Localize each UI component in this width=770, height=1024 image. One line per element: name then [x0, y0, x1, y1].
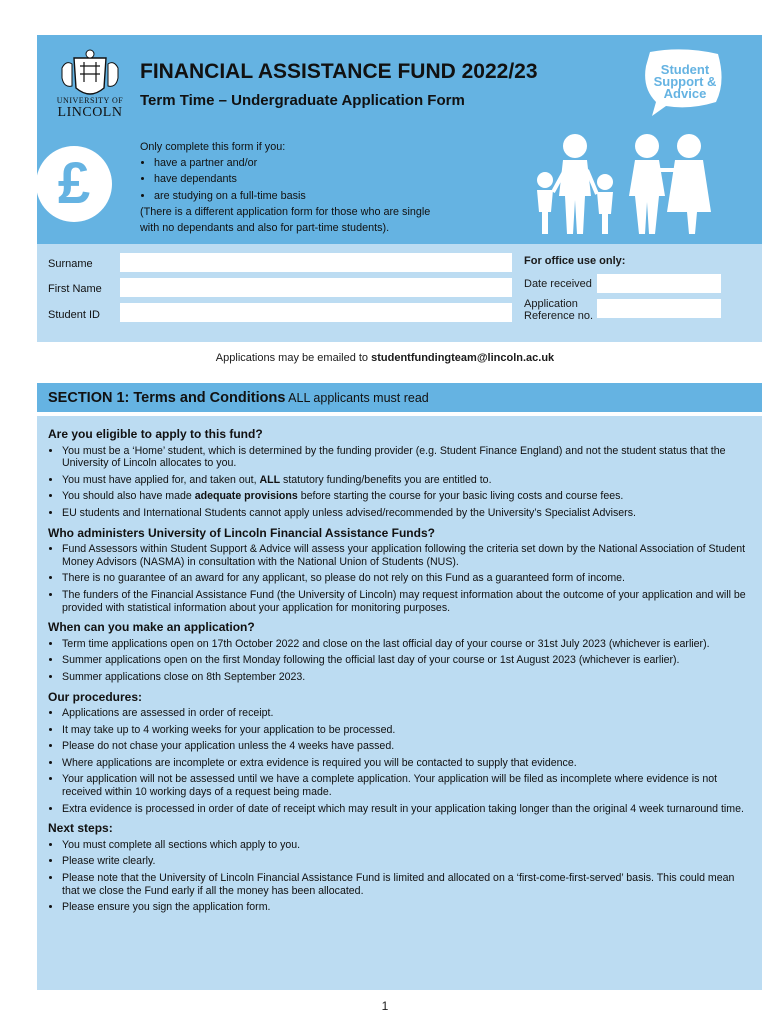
application-reference-label [524, 299, 593, 322]
intro-lead: Only complete this form if you: [140, 141, 286, 153]
list-item: • There is no guarantee of an award for any applicant, so please do not rely on this Fund as a guaranteed form of income. [62, 572, 748, 585]
surname-label: Surname [48, 258, 93, 270]
ssa-logo-line3: Advice [663, 86, 707, 101]
surname-input[interactable] [120, 253, 512, 272]
list-item: • You must complete all sections which apply to you. [62, 839, 748, 852]
university-name-large: LINCOLN [57, 105, 123, 120]
pound-icon: £ [57, 151, 91, 216]
procedures-heading: Our procedures: [48, 689, 143, 704]
email-address[interactable]: studentfundingteam@lincoln.ac.uk [371, 352, 555, 364]
text-run: before starting the course for your basic living costs and course fees. [297, 490, 624, 503]
terms-content [48, 428, 748, 921]
next-steps-heading: Next steps: [48, 821, 113, 836]
when-heading: When can you make an application? [48, 620, 255, 635]
student-support-logo [640, 48, 726, 118]
intro-note-line2: with no dependants and also for part-time students). [140, 222, 390, 235]
list-item: • Please ensure you sign the application form. [62, 901, 748, 914]
intro-item: • have a partner and/or [154, 155, 430, 171]
text-run-bold: adequate provisions [194, 490, 298, 503]
ssa-logo-line1: Student [660, 62, 710, 77]
text-run-bold: ALL [259, 473, 281, 486]
list-item: • Your application will not be assessed until we have a complete application. Your application will be filed as incomplete where evidence is not received within 10 working days of a request being made. [62, 773, 748, 798]
list-item: • You must be a ‘Home’ student, which is determined by the funding provider (e.g. Student Finance England) and not the student status that the University of Lincoln allocates to you. [62, 445, 748, 470]
first-name-input[interactable] [120, 278, 512, 297]
list-item: • Where applications are incomplete or extra evidence is required you will be contacted to supply that evidence. [62, 757, 748, 770]
section-1-title-suffix: ALL applicants must read [285, 391, 429, 405]
email-prefix: Applications may be emailed to [215, 352, 372, 364]
list-item [62, 474, 748, 487]
page-subtitle: Term Time – Undergraduate Application Form [140, 92, 465, 109]
list-item: • The funders of the Financial Assistance Fund (the University of Lincoln) may request information about the outcome of your application and will be provided with statistical information about your application for monitoring purposes. [62, 589, 748, 614]
list-item: • EU students and International Students cannot apply unless advised/recommended by the University’s Specialist Advisers. [62, 507, 748, 520]
date-received-label: Date received [524, 278, 592, 290]
list-item: • Summer applications open on the first Monday following the official last day of your course or 1st August 2023 (whichever is earlier). [62, 654, 748, 667]
who-heading: Who administers University of Lincoln Financial Assistance Funds? [48, 525, 435, 540]
page-title: FINANCIAL ASSISTANCE FUND 2022/23 [140, 60, 538, 83]
section-1-title [48, 390, 429, 406]
intro-note-line1: (There is a different application form for those who are single [140, 205, 431, 218]
list-item: • Applications are assessed in order of receipt. [62, 707, 748, 720]
eligibility-intro [140, 139, 430, 236]
list-item: • Please write clearly. [62, 855, 748, 868]
family-illustration-icon [525, 130, 735, 236]
page-number: 1 [381, 999, 389, 1013]
student-id-label: Student ID [48, 309, 100, 321]
student-id-input[interactable] [120, 303, 512, 322]
section-1-title-main: SECTION 1: Terms and Conditions [48, 390, 286, 406]
list-item: • It may take up to 4 working weeks for your application to be processed. [62, 724, 748, 737]
application-reference-input[interactable] [597, 299, 721, 318]
email-instruction [0, 352, 770, 364]
university-name-small: UNIVERSITY OF [56, 96, 124, 105]
list-item: • Term time applications open on 17th October 2022 and close on the last official day of your course or 31st July 2023 (whichever is earlier). [62, 638, 748, 651]
text-run: statutory funding/benefits you are entitled to. [280, 473, 492, 486]
list-item: • Fund Assessors within Student Support & Advice will assess your application following the criteria set down by the National Association of Student Money Advisors (NASMA) in consultation with the National Union of Students (NUS). [62, 543, 748, 568]
first-name-label: First Name [48, 283, 102, 295]
office-use-heading: For office use only: [524, 255, 626, 267]
text-run: You should also have made [62, 490, 195, 503]
list-item: • Please note that the University of Lincoln Financial Assistance Fund is limited and allocated on a ‘first-come-first-served’ basis. This could mean that we close the Fund early if all the money has been allocated. [62, 872, 748, 897]
text-run: You must have applied for, and taken out, [62, 473, 260, 486]
list-item: • Extra evidence is processed in order of date of receipt which may result in your application taking longer than the original 4 week turnaround time. [62, 803, 748, 816]
intro-item: • are studying on a full-time basis [154, 188, 430, 204]
application-reference-label-line2: Reference no. [524, 309, 594, 322]
date-received-input[interactable] [597, 274, 721, 293]
list-item: • Summer applications close on 8th September 2023. [62, 671, 748, 684]
intro-item: • have dependants [154, 171, 430, 187]
list-item: • Please do not chase your application unless the 4 weeks have passed. [62, 740, 748, 753]
eligible-heading: Are you eligible to apply to this fund? [48, 427, 263, 441]
list-item [62, 490, 748, 503]
application-reference-label-line1: Application [524, 298, 578, 310]
ssa-logo-line2: Support & [653, 74, 717, 89]
